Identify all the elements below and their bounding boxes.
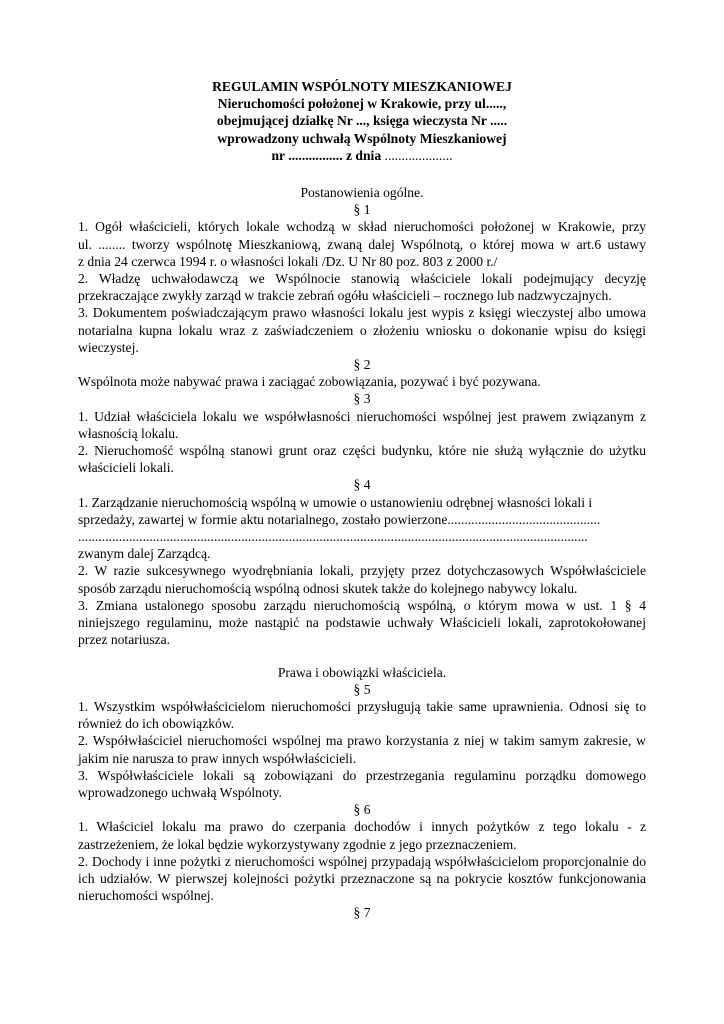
s1-point-1-line-c: z dnia 24 czerwca 1994 r. o własności lokali /Dz. U Nr 80 poz. 803 z 2000 r./ (78, 253, 498, 269)
document-page (78, 78, 646, 922)
s4-point-1-line-d: zwanym dalej Zarządcą. (78, 546, 211, 562)
paragraph-sign-1: § 1 (353, 202, 371, 218)
paragraph-sign-5: § 5 (353, 681, 371, 697)
s5-point-2: 2. Współwłaściciel nieruchomości wspólnej ma prawo korzystania z niej w takim samym zakresie, w jakim nie narusza to praw innych współwłaścicieli. (78, 733, 646, 766)
paragraph-sign-6: § 6 (353, 802, 371, 818)
s1-point-1-line-a: 1. Ogół właścicieli, których lokale wchodzą w skład nieruchomości położonej w Krakowie, przy (78, 219, 646, 235)
s4-point-2: 2. W razie sukcesywnego wyodrębniania lokali, przyjęty przez dotychczasowych Współwłaściciele sposób zarządu nieruchomością wspólną odnosi skutek także do kolejnego nabywcy lokalu. (78, 563, 646, 596)
document-title (78, 78, 646, 164)
paragraph-sign-7: § 7 (353, 905, 371, 921)
s4-point-1-line-a: 1. Zarządzanie nieruchomością wspólną w umowie o ustanowieniu odrębnej własności lokali i (78, 494, 593, 510)
title-line-4: wprowadzony uchwałą Wspólnoty Mieszkaniowej (217, 130, 507, 146)
section-heading-rights: Prawa i obowiązki właściciela. (277, 664, 447, 680)
s5-point-1: 1. Wszystkim współwłaścicielom nieruchomości przysługują takie same uprawnienia. Odnosi się to również do ich obowiązków. (78, 698, 646, 732)
paragraph-sign-3: § 3 (353, 391, 371, 407)
title-line-5 (78, 147, 646, 164)
title-line-2: Nieruchomości położonej w Krakowie, przy ul....., (217, 96, 507, 112)
title-line-3: obejmującej działkę Nr ..., księga wieczysta Nr ..... (216, 113, 508, 129)
section-heading-general: Postanowienia ogólne. (300, 185, 424, 201)
title-line-1: REGULAMIN WSPÓLNOTY MIESZKANIOWEJ (212, 79, 512, 94)
title-line-5-date-blank: .................... (381, 147, 453, 163)
title-line-5-number: nr ................ z dnia (271, 147, 382, 163)
s4-point-3: 3. Zmiana ustalonego sposobu zarządu nieruchomością wspólną, o którym mowa w ust. 1 § 4 niniejszego regulaminu, może nastąpić na podstawie uchwały Właścicieli lokali, zaprotokołowanej przez notariusza. (78, 597, 646, 648)
s5-point-3: 3. Współwłaściciele lokali są zobowiązani do przestrzegania regulaminu porządku domowego wprowadzonego uchwałą Wspólnoty. (78, 767, 646, 800)
s6-point-1: 1. Właściciel lokalu ma prawo do czerpania dochodów i innych pożytków z tego lokalu - z zastrzeżeniem, że lokal będzie wykorzystywany zgodnie z jego przeznaczeniem. (78, 819, 646, 852)
s3-point-1: 1. Udział właściciela lokalu we współwłasności nieruchomości wspólnej jest prawem związanym z własnością lokalu. (78, 408, 646, 441)
s4-point-1-line-b: sprzedaży, zawartej w formie aktu notarialnego, zostało powierzone............................................. (78, 511, 601, 527)
s1-point-1-line-b: ul. ........ tworzy wspólnotę Mieszkaniową, zwaną dalej Wspólnotą, o której mowa w art.6 ustawy (78, 236, 646, 252)
s4-point-1-line-c: ...................................................................................................................................................... (78, 529, 588, 545)
s2-text: Wspólnota może nabywać prawa i zaciągać zobowiązania, pozywać i być pozywana. (78, 374, 541, 390)
s3-point-2: 2. Nieruchomość wspólną stanowi grunt oraz części budynku, które nie służą wyłącznie do użytku właścicieli lokali. (78, 443, 646, 476)
s1-point-2: 2. Władzę uchwałodawczą we Wspólnocie stanowią właściciele lokali podejmujący decyzję przekraczające zwykły zarząd w trakcie zebrań ogółu właścicieli – rocznego lub nadzwyczajnych. (78, 271, 646, 304)
paragraph-sign-4: § 4 (353, 477, 371, 493)
s6-point-2: 2. Dochody i inne pożytki z nieruchomości wspólnej przypadają współwłaścicielom proporcjonalnie do ich udziałów. W pierwszej kolejności pożytki przeznaczone są na pokrycie kosztów funkcjonowania nieruchomości wspólnej. (78, 853, 646, 904)
paragraph-sign-2: § 2 (353, 357, 371, 373)
s1-point-3: 3. Dokumentem poświadczającym prawo własności lokalu jest wypis z księgi wieczystej albo umowa notarialna kupna lokalu wraz z zaświadczeniem o złożeniu wniosku o dokonanie wpisu do księgi wieczystej. (78, 305, 646, 355)
